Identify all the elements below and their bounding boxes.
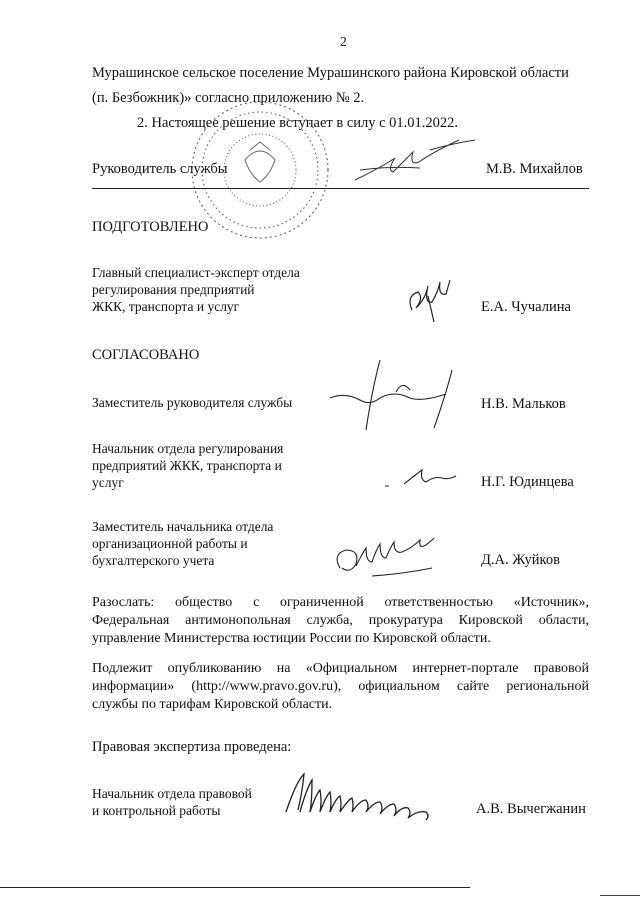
agreed-heading: СОГЛАСОВАНО	[92, 347, 200, 363]
legal-role-line: и контрольной работы	[92, 803, 221, 818]
distribution-line: Федеральная антимонопольная служба, прокуратура Кировской области,	[92, 613, 589, 628]
publication-line: службы по тарифам Кировской области.	[92, 697, 333, 712]
publication-line: Подлежит опубликованию на «Официальном интернет-портале правовой	[92, 661, 589, 676]
head-role: Руководитель службы	[92, 161, 228, 177]
signer-role-line: услуг	[92, 475, 124, 490]
prepared-role-line: Главный специалист-эксперт отдела	[92, 265, 300, 280]
legal-expertise-note: Правовая экспертиза проведена:	[92, 739, 292, 755]
prepared-name: Е.А. Чучалина	[481, 299, 571, 315]
signer-name: Н.Г. Юдинцева	[481, 474, 574, 490]
distribution-line: управление Министерства юстиции России по Кировской области.	[92, 631, 491, 646]
publication-line: информации» (http://www.pravo.gov.ru), официальном сайте региональной	[92, 679, 589, 694]
bottom-edge-line	[600, 895, 640, 896]
signer-role-line: организационной работы и	[92, 536, 248, 551]
distribution-line: Разослать: общество с ограниченной ответственностью «Источник»,	[92, 595, 589, 610]
prepared-role-line: ЖКК, транспорта и услуг	[92, 299, 240, 314]
intro-line-1: Мурашинское сельское поселение Мурашинского района Кировской области	[92, 65, 569, 81]
legal-role-line: Начальник отдела правовой	[92, 786, 252, 801]
page-number: 2	[340, 34, 347, 49]
signer-role-line: бухгалтерского учета	[92, 553, 215, 568]
legal-name: А.В. Вычегжанин	[476, 801, 586, 817]
signer-role-line: предприятий ЖКК, транспорта и	[92, 458, 282, 473]
effective-date-clause: 2. Настоящее решение вступает в силу с 01.01.2022.	[137, 115, 459, 131]
head-name: М.В. Михайлов	[486, 161, 583, 177]
intro-line-2: (п. Безбожник)» согласно приложению № 2.	[92, 90, 365, 106]
signer-name: Н.В. Мальков	[481, 396, 566, 412]
signer-role-line: Начальник отдела регулирования	[92, 441, 284, 456]
prepared-role-line: регулирования предприятий	[92, 282, 255, 297]
prepared-heading: ПОДГОТОВЛЕНО	[92, 219, 209, 235]
bottom-edge-line	[0, 887, 470, 888]
signer-role-line: Заместитель начальника отдела	[92, 519, 274, 534]
signer-role-line: Заместитель руководителя службы	[92, 395, 293, 410]
signer-name: Д.А. Жуйков	[481, 552, 560, 568]
